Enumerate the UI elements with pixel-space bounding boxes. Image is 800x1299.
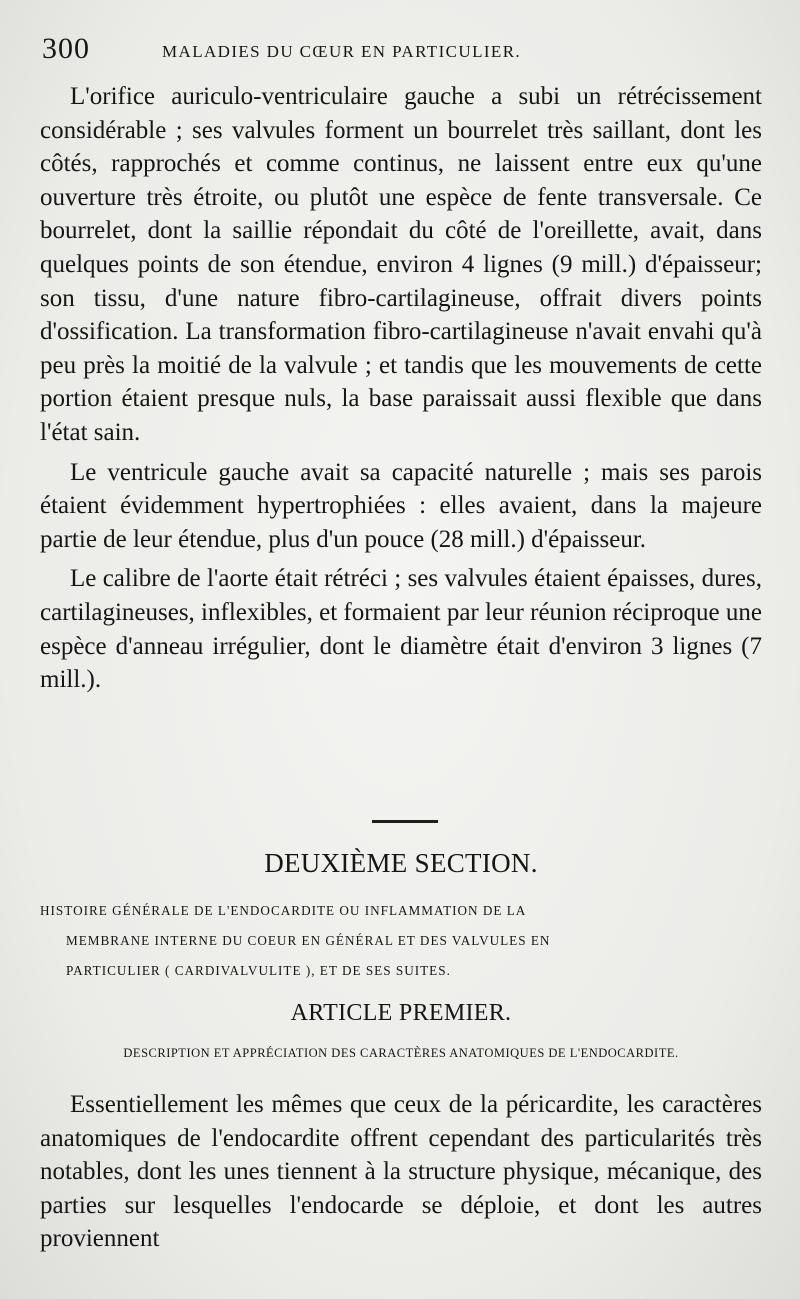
section-subtitle	[40, 896, 762, 986]
body-text	[40, 80, 762, 703]
section-subtitle-line: HISTOIRE GÉNÉRALE DE L'ENDOCARDITE OU INFLAMMATION DE LA	[40, 903, 527, 918]
paragraph-aorte: Le calibre de l'aorte était rétréci ; ses valvules étaient épaisses, dures, cartilagineuses, inflexibles, et formaient par leur réunion réciproque une espèce d'anneau irrégulier, dont le diamètre était d'environ 3 lignes (7 mill.).	[40, 565, 762, 694]
section-divider	[372, 820, 438, 823]
paragraph-ventricule: Le ventricule gauche avait sa capacité naturelle ; mais ses parois étaient évidemment hypertrophiées : elles avaient, dans la majeure partie de leur étendue, plus d'un pouce (28 mill.) d'épaisseur.	[40, 458, 762, 553]
paragraph-endocardite: Essentiellement les mêmes que ceux de la péricardite, les caractères anatomiques de l'endocardite offrent cependant des particularités très notables, dont les unes tiennent à la structure physique, mécanique, des parties sur lesquelles l'endocarde se déploie, et dont les autres proviennent	[40, 1091, 762, 1253]
article-title: ARTICLE PREMIER.	[290, 1000, 512, 1026]
section-subtitle-line: MEMBRANE INTERNE DU COEUR EN GÉNÉRAL ET DES VALVULES EN	[66, 933, 551, 948]
article-text	[40, 1088, 762, 1262]
page-header	[40, 32, 760, 68]
page-number: 300	[42, 32, 90, 65]
article-subtitle: DESCRIPTION ET APPRÉCIATION DES CARACTÈRES ANATOMIQUES DE L'ENDOCARDITE.	[123, 1046, 679, 1060]
section-subtitle-line: PARTICULIER ( CARDIVALVULITE ), ET DE SES SUITES.	[66, 963, 451, 978]
running-title: MALADIES DU CŒUR EN PARTICULIER.	[162, 42, 522, 61]
section-title: DEUXIÈME SECTION.	[264, 848, 538, 878]
paragraph-orifice: L'orifice auriculo-ventriculaire gauche a subi un rétrécissement considérable ; ses valvules forment un bourrelet très saillant, dont les côtés, rapprochés et comme continus, ne laissent entre eux qu'une ouverture très étroite, ou plutôt une espèce de fente transversale. Ce bourrelet, dont la saillie répondait du côté de l'oreillette, avait, dans quelques points de son étendue, environ 4 lignes (9 mill.) d'épaisseur; son tissu, d'une nature fibro-cartilagineuse, offrait divers points d'ossification. La transformation fibro-cartilagineuse n'avait envahi qu'à peu près la moitié de la valvule ; et tandis que les mouvements de cette portion étaient presque nuls, la base paraissait aussi flexible que dans l'état sain.	[40, 83, 762, 446]
